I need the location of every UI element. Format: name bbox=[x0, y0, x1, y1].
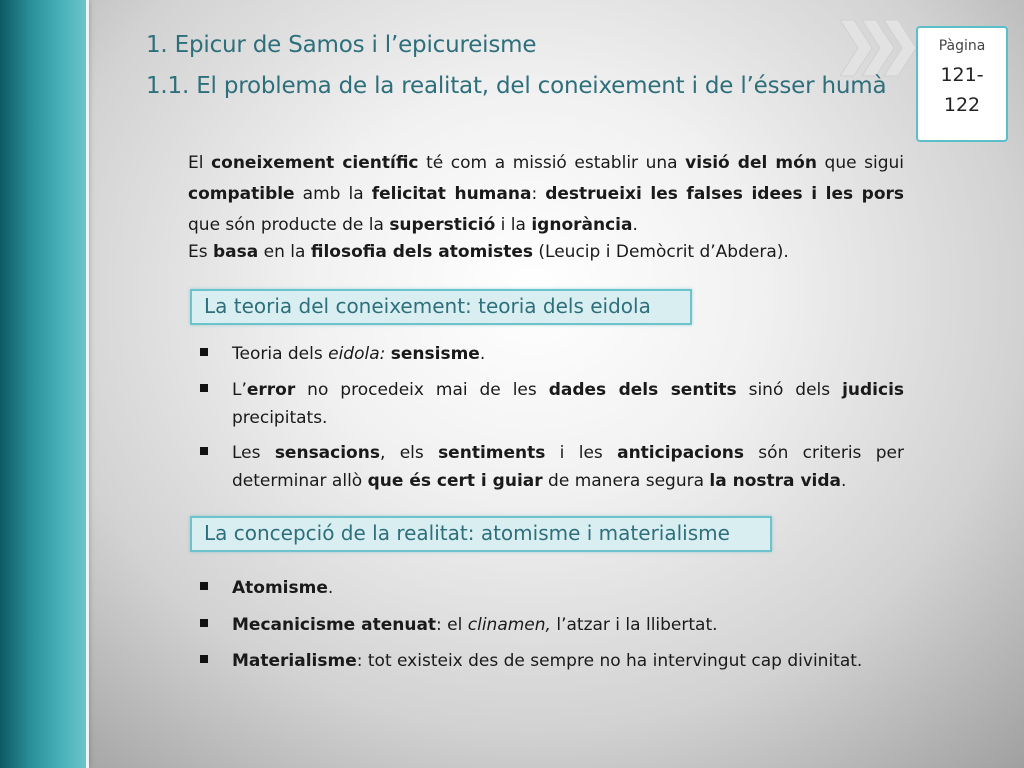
intro-paragraph-1: El coneixement científic té com a missió establir una visió del món que sigui compatible amb la felicitat humana: destrueixi les falses idees i les pors que són producte de la superstició i la ignorància. bbox=[188, 153, 905, 235]
list-item-text: Mecanicisme atenuat: el clinamen, l’atzar i la llibertat. bbox=[232, 615, 718, 635]
slide-subtitle: 1.1. El problema de la realitat, del coneixement i de l’ésser humà bbox=[146, 73, 887, 99]
page-label: Pàgina bbox=[938, 38, 986, 54]
left-accent-bar bbox=[0, 0, 86, 768]
list-item bbox=[200, 611, 904, 639]
intro-paragraph-2: Es basa en la filosofia dels atomistes (Leucip i Demòcrit d’Abdera). bbox=[188, 242, 789, 262]
bullet-square-icon bbox=[200, 655, 208, 663]
bullet-square-icon bbox=[200, 619, 208, 627]
slide-title: 1. Epicur de Samos i l’epicureisme bbox=[146, 32, 537, 58]
list-item bbox=[200, 574, 904, 602]
page-number: 121-122 bbox=[940, 64, 984, 116]
list-item bbox=[200, 439, 904, 495]
list-item-text: Teoria dels eidola: sensisme. bbox=[232, 344, 486, 364]
list-item bbox=[200, 376, 904, 432]
list-item-text: L’error no procedeix mai de les dades dels sentits sinó dels judicis precipitats. bbox=[232, 380, 905, 428]
list-item bbox=[200, 340, 904, 368]
section-heading-knowledge: La teoria del coneixement: teoria dels eidola bbox=[190, 289, 692, 325]
list-item bbox=[200, 647, 904, 675]
bullet-square-icon bbox=[200, 348, 208, 356]
bullet-square-icon bbox=[200, 447, 208, 455]
list-item-text: Atomisme. bbox=[232, 578, 334, 598]
chevrons-decoration-icon bbox=[838, 18, 918, 78]
section-heading-reality: La concepció de la realitat: atomisme i materialisme bbox=[190, 516, 772, 552]
list-item-text: Materialisme: tot existeix des de sempre no ha intervingut cap divinitat. bbox=[232, 651, 863, 671]
bullet-square-icon bbox=[200, 384, 208, 392]
bullet-square-icon bbox=[200, 582, 208, 590]
page-reference-box bbox=[916, 26, 1008, 142]
list-item-text: Les sensacions, els sentiments i les anticipacions són criteris per determinar allò que és cert i guiar de manera segura la nostra vida. bbox=[232, 443, 904, 491]
